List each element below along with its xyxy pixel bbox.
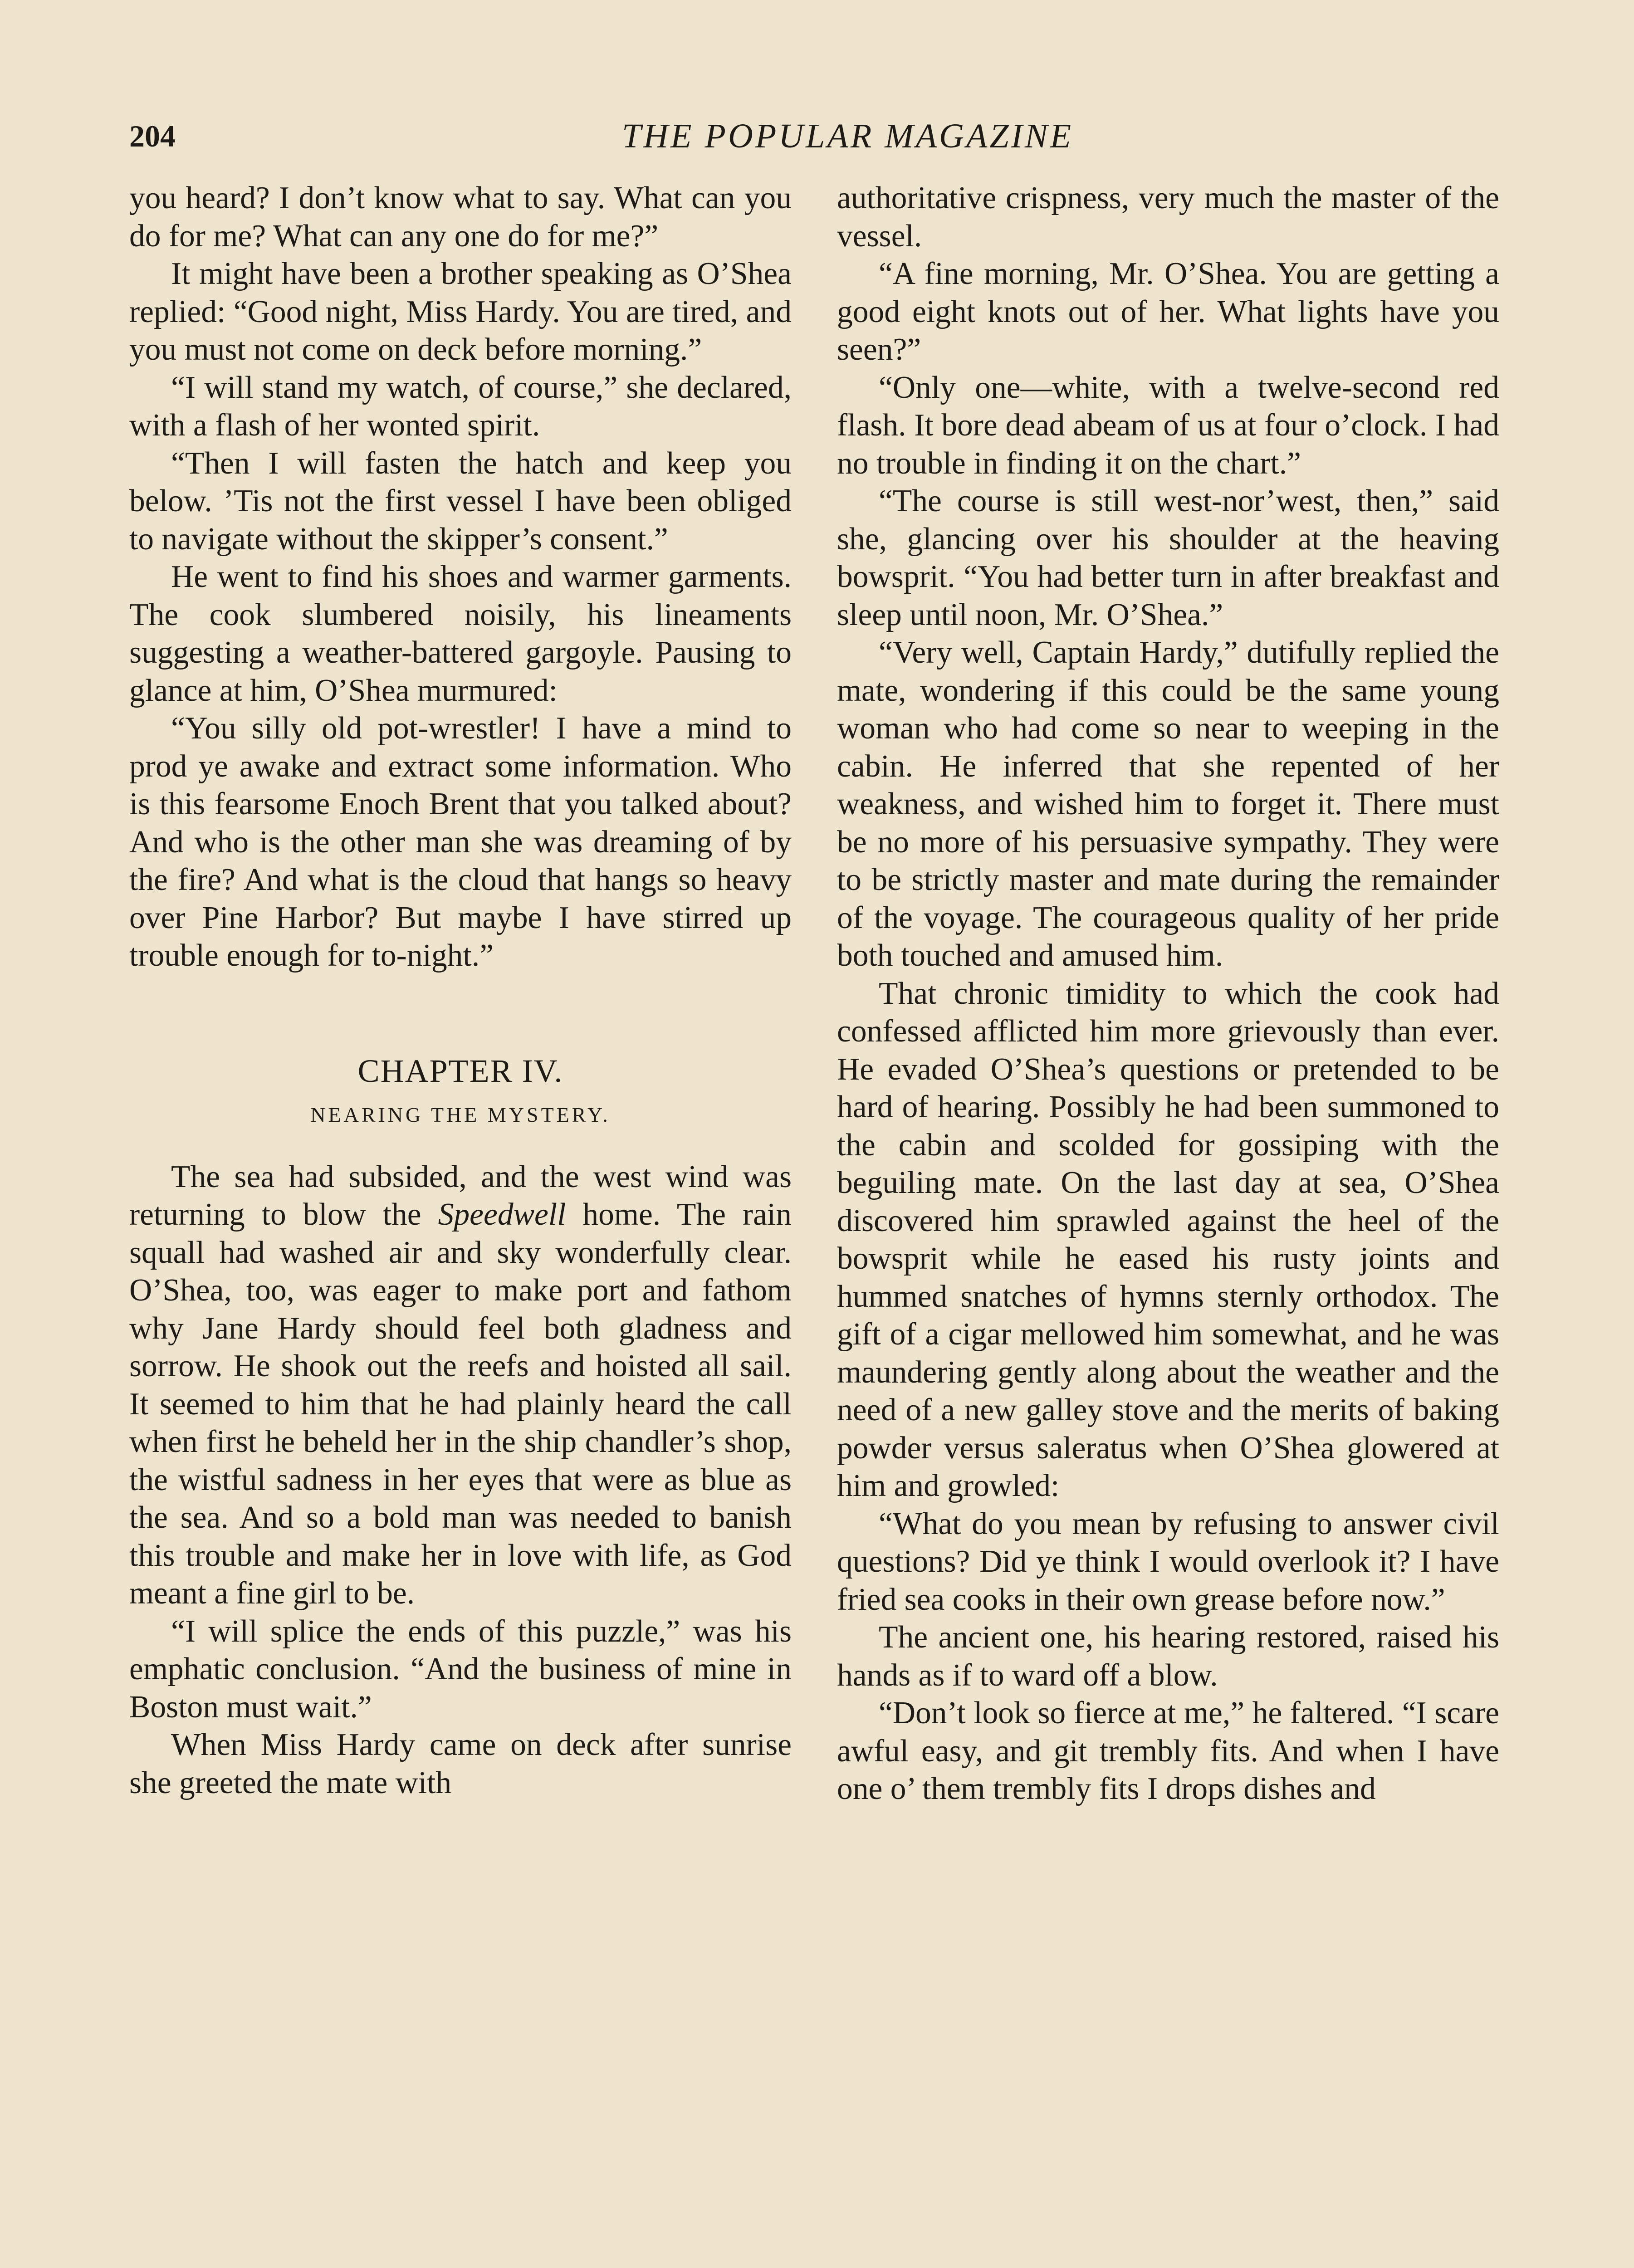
chapter-subtitle: NEARING THE MYSTERY. [310,1103,611,1126]
running-title: THE POPULAR MAGAZINE [621,117,1074,155]
text-run: The sea had subsided, and the west wind was returning to blow the [129,1159,792,1232]
paragraph: The ancient one, his hearing restored, raised his hands as if to ward off a blow. [837,1620,1499,1693]
paragraph: “Then I will fasten the hatch and keep you below. ’Tis not the first vessel I have been obliged to navigate without the skipper’s consent.” [129,445,792,557]
page-header [129,111,1566,161]
paragraph: “A fine morning, Mr. O’Shea. You are getting a good eight knots out of her. What lights have you seen?” [837,256,1499,367]
paragraph: “Don’t look so fierce at me,” he faltered. “I scare awful easy, and git trembly fits. And when I have one o’ them trembly fits I drops dishes and [837,1696,1499,1806]
left-column [129,179,792,1802]
paragraph: When Miss Hardy came on deck after sunrise she greeted the mate with [129,1727,792,1800]
right-column [837,179,1499,1808]
text-run: home. The rain squall had washed air and sky wonderfully clear. O’Shea, too, was eager to make port and fathom why Jane Hardy should feel both gladness and sorrow. He shook out the reefs and hoisted all sail. It seemed to him that he had plainly heard the call when first he beheld her in the ship chandler’s shop, the wistful sadness in her eyes that were as blue as the sea. And so a bold man was needed to banish this trouble and make her in love with life, as God meant a fine girl to be. [129,1197,792,1611]
paragraph: authoritative crispness, very much the master of the vessel. [837,181,1499,254]
page-number: 204 [129,119,176,153]
paragraph: “I will stand my watch, of course,” she declared, with a flash of her wonted spirit. [129,370,792,443]
paragraph: It might have been a brother speaking as O’Shea replied: “Good night, Miss Hardy. You are tired, and you must not come on deck before morning.” [129,256,792,367]
paragraph: He went to find his shoes and warmer garments. The cook slumbered noisily, his lineaments suggesting a weather-battered gargoyle. Pausing to glance at him, O’Shea murmured: [129,559,792,708]
paragraph: you heard? I don’t know what to say. What can you do for me? What can any one do for me?” [129,181,792,254]
chapter-heading: CHAPTER IV. [357,1052,563,1089]
paragraph: “Only one—white, with a twelve-second red flash. It bore dead abeam of us at four o’clock. I had no trouble in finding it on the chart.” [837,370,1499,481]
paragraph: “Very well, Captain Hardy,” dutifully replied the mate, wondering if this could be the same young woman who had come so near to weeping in the cabin. He inferred that she repented of her weakness, and wished him to forget it. There must be no more of his persuasive sympathy. They were to be strictly master and mate during the remainder of the voyage. The courageous quality of her pride both touched and amused him. [837,635,1499,973]
paragraph: That chronic timidity to which the cook had confessed afflicted him more grievously than ever. He evaded O’Shea’s questions or pretended to be hard of hearing. Possibly he had been summoned to the cabin and scolded for gossiping with the beguiling mate. On the last day at sea, O’Shea discovered him sprawled against the heel of the bowsprit while he eased his rusty joints and hummed snatches of hymns sternly orthodox. The gift of a cigar mellowed him somewhat, and he was maundering gently along about the weather and the need of a new galley stove and the merits of baking powder versus saleratus when O’Shea glowered at him and growled: [837,976,1499,1503]
paragraph: “You silly old pot-wrestler! I have a mind to prod ye awake and extract some information. Who is this fearsome Enoch Brent that you talked about? And who is the other man she was dreaming of by the fire? And what is the cloud that hangs so heavy over Pine Harbor? But maybe I have stirred up trouble enough for to-night.” [129,711,792,973]
ship-name: Speedwell [438,1197,566,1232]
paragraph: “The course is still west-nor’west, then,” said she, glancing over his shoulder at the heaving bowsprit. “You had better turn in after breakfast and sleep until noon, Mr. O’Shea.” [837,484,1499,632]
paragraph: “What do you mean by refusing to answer civil questions? Did ye think I would overlook it? I have fried sea cooks in their own grease before now.” [837,1506,1499,1617]
chapter-opening-paragraph [129,1158,792,1613]
paragraph: “I will splice the ends of this puzzle,” was his emphatic conclusion. “And the business of mine in Boston must wait.” [129,1613,792,1725]
